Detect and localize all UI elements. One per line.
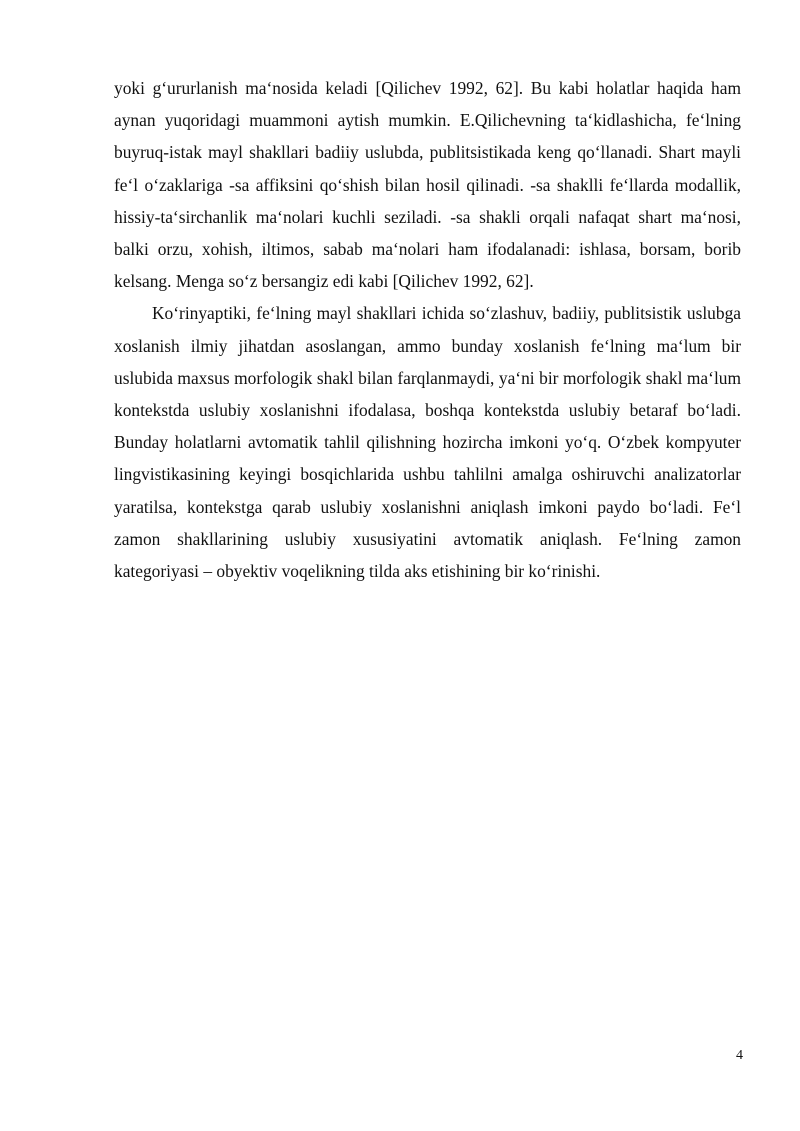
document-page-content <box>114 72 741 587</box>
body-paragraph-continued: yoki g‘ururlanish ma‘nosida keladi [Qilichev 1992, 62]. Bu kabi holatlar haqida ham aynan yuqoridagi muammoni aytish mumkin. E.Qilichevning ta‘kidlashicha, fe‘lning buyruq-istak mayl shakllari badiiy uslubda, publitsistikada keng qo‘llanadi. Shart mayli fe‘l o‘zaklariga -sa affiksini qo‘shish bilan hosil qilinadi. -sa shaklli fe‘llarda modallik, hissiy-ta‘sirchanlik ma‘nolari kuchli seziladi. -sa shakli orqali nafaqat shart ma‘nosi, balki orzu, xohish, iltimos, sabab ma‘nolari ham ifodalanadi: ishlasa, borsam, borib kelsang. Menga so‘z bersangiz edi kabi [Qilichev 1992, 62]. <box>114 78 741 292</box>
body-paragraph-indented: Ko‘rinyaptiki, fe‘lning mayl shakllari ichida so‘zlashuv, badiiy, publitsistik uslubga xoslanish ilmiy jihatdan asoslangan, ammo bunday xoslanish fe‘lning ma‘lum bir uslubida maxsus morfologik shakl bilan farqlanmaydi, ya‘ni bir morfologik shakl ma‘lum kontekstda uslubiy xoslanishni ifodalasa, boshqa kontekstda uslubiy betaraf bo‘ladi. Bunday holatlarni avtomatik tahlil qilishning hozircha imkoni yo‘q. O‘zbek kompyuter lingvistikasining keyingi bosqichlarida ushbu tahlilni amalga oshiruvchi analizatorlar yaratilsa, kontekstga qarab uslubiy xoslanishni aniqlash imkoni paydo bo‘ladi. Fe‘l zamon shakllarining uslubiy xususiyatini avtomatik aniqlash. Fe‘lning zamon kategoriyasi – obyektiv voqelikning tilda aks etishining bir ko‘rinishi. <box>114 303 741 582</box>
page-number: 4 <box>736 1048 743 1063</box>
